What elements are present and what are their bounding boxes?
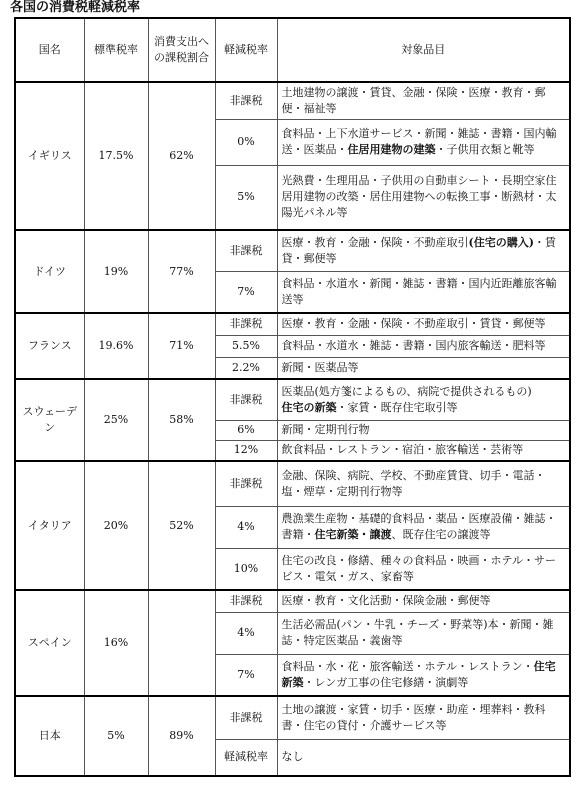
table-row [15, 461, 570, 506]
consumption-ratio: 52% [148, 461, 215, 590]
country-name: フランス [15, 313, 84, 379]
reduced-rate: 非課税 [215, 230, 277, 271]
target-items: 新聞・医薬品等 [277, 357, 570, 379]
reduced-rate: 12% [215, 440, 277, 461]
tax-table [14, 17, 571, 777]
consumption-ratio: 62% [148, 82, 215, 230]
table-row [15, 696, 570, 739]
country-name: ドイツ [15, 230, 84, 313]
header-items: 対象品目 [277, 18, 570, 82]
country-name: スペイン [15, 590, 84, 696]
consumption-ratio: 71% [148, 313, 215, 379]
table-row [15, 82, 570, 119]
table-row [15, 379, 570, 420]
standard-rate: 17.5% [84, 82, 148, 230]
reduced-rate: 6% [215, 420, 277, 440]
country-name: 日本 [15, 696, 84, 776]
target-items: 生活必需品(パン・牛乳・チーズ・野菜等)本・新聞・雑誌・特定医薬品・義歯等 [277, 612, 570, 654]
standard-rate: 19.6% [84, 313, 148, 379]
table-row [15, 313, 570, 335]
target-items: 医療・教育・金融・保険・不動産取引(住宅の購入)・賃貸・郵便等 [277, 230, 570, 271]
standard-rate: 25% [84, 379, 148, 461]
reduced-rate: 非課税 [215, 696, 277, 739]
header-reduced-rate: 軽減税率 [215, 18, 277, 82]
table-row [15, 230, 570, 271]
consumption-ratio: 58% [148, 379, 215, 461]
country-name: イギリス [15, 82, 84, 230]
target-items: 新聞・定期刊行物 [277, 420, 570, 440]
target-items: 光熱費・生理用品・子供用の自動車シート・長期空家住居用建物の改築・居住用建物への転換工事・断熱材・太陽光パネル等 [277, 165, 570, 230]
header-row [15, 18, 570, 82]
target-items: 農漁業生産物・基礎的食料品・薬品・医療設備・雑誌・書籍・住宅新築・譲渡、既存住宅の譲渡等 [277, 506, 570, 548]
reduced-rate: 5.5% [215, 335, 277, 357]
reduced-rate: 0% [215, 119, 277, 165]
reduced-rate: 4% [215, 612, 277, 654]
reduced-rate: 軽減税率 [215, 739, 277, 776]
target-items: 食料品・水道水・雑誌・書籍・国内旅客輸送・肥料等 [277, 335, 570, 357]
target-items: 土地の譲渡・家賃・切手・医療・助産・埋葬料・教科書・住宅の貸付・介護サービス等 [277, 696, 570, 739]
reduced-rate: 非課税 [215, 590, 277, 612]
reduced-rate: 非課税 [215, 82, 277, 119]
header-country: 国名 [15, 18, 84, 82]
target-items: 食料品・水・花・旅客輸送・ホテル・レストラン・住宅新築・レンガ工事の住宅修繕・演劇等 [277, 654, 570, 696]
reduced-rate: 非課税 [215, 461, 277, 506]
standard-rate: 20% [84, 461, 148, 590]
target-items: 医療・教育・金融・保険・不動産取引・賃貸・郵便等 [277, 313, 570, 335]
reduced-rate: 7% [215, 654, 277, 696]
standard-rate: 16% [84, 590, 148, 696]
target-items: 医薬品(処方箋によるもの、病院で提供されるもの) 住宅の新築・家賃・既存住宅取引等 [277, 379, 570, 420]
reduced-rate: 2.2% [215, 357, 277, 379]
reduced-rate: 非課税 [215, 379, 277, 420]
standard-rate: 5% [84, 696, 148, 776]
target-items: 飲食料品・レストラン・宿泊・旅客輸送・芸術等 [277, 440, 570, 461]
target-items: 食料品・水道水・新聞・雑誌・書籍・国内近距離旅客輸送等 [277, 271, 570, 313]
country-name: イタリア [15, 461, 84, 590]
consumption-ratio: 89% [148, 696, 215, 776]
reduced-rate: 4% [215, 506, 277, 548]
target-items: 住宅の改良・修繕、種々の食料品・映画・ホテル・サービス・電気・ガス、家畜等 [277, 548, 570, 590]
target-items: 金融、保険、病院、学校、不動産賃貸、切手・電話・塩・煙草・定期刊行物等 [277, 461, 570, 506]
target-items: 医療・教育・文化活動・保険金融・郵便等 [277, 590, 570, 612]
consumption-ratio [148, 590, 215, 696]
target-items: 土地建物の譲渡・賃貸、金融・保険・医療・教育・郵便・福祉等 [277, 82, 570, 119]
header-standard-rate: 標準税率 [84, 18, 148, 82]
target-items: なし [277, 739, 570, 776]
header-ratio: 消費支出への課税割合 [148, 18, 215, 82]
target-items: 食料品・上下水道サービス・新聞・雑誌・書籍・国内輸送・医薬品・住居用建物の建築・子供用衣類と靴等 [277, 119, 570, 165]
standard-rate: 19% [84, 230, 148, 313]
document-title: 各国の消費税軽減税率 [10, 0, 141, 15]
reduced-rate: 10% [215, 548, 277, 590]
reduced-rate: 5% [215, 165, 277, 230]
table-row [15, 590, 570, 612]
country-name: スウェーデン [15, 379, 84, 461]
reduced-rate: 非課税 [215, 313, 277, 335]
consumption-ratio: 77% [148, 230, 215, 313]
reduced-rate: 7% [215, 271, 277, 313]
